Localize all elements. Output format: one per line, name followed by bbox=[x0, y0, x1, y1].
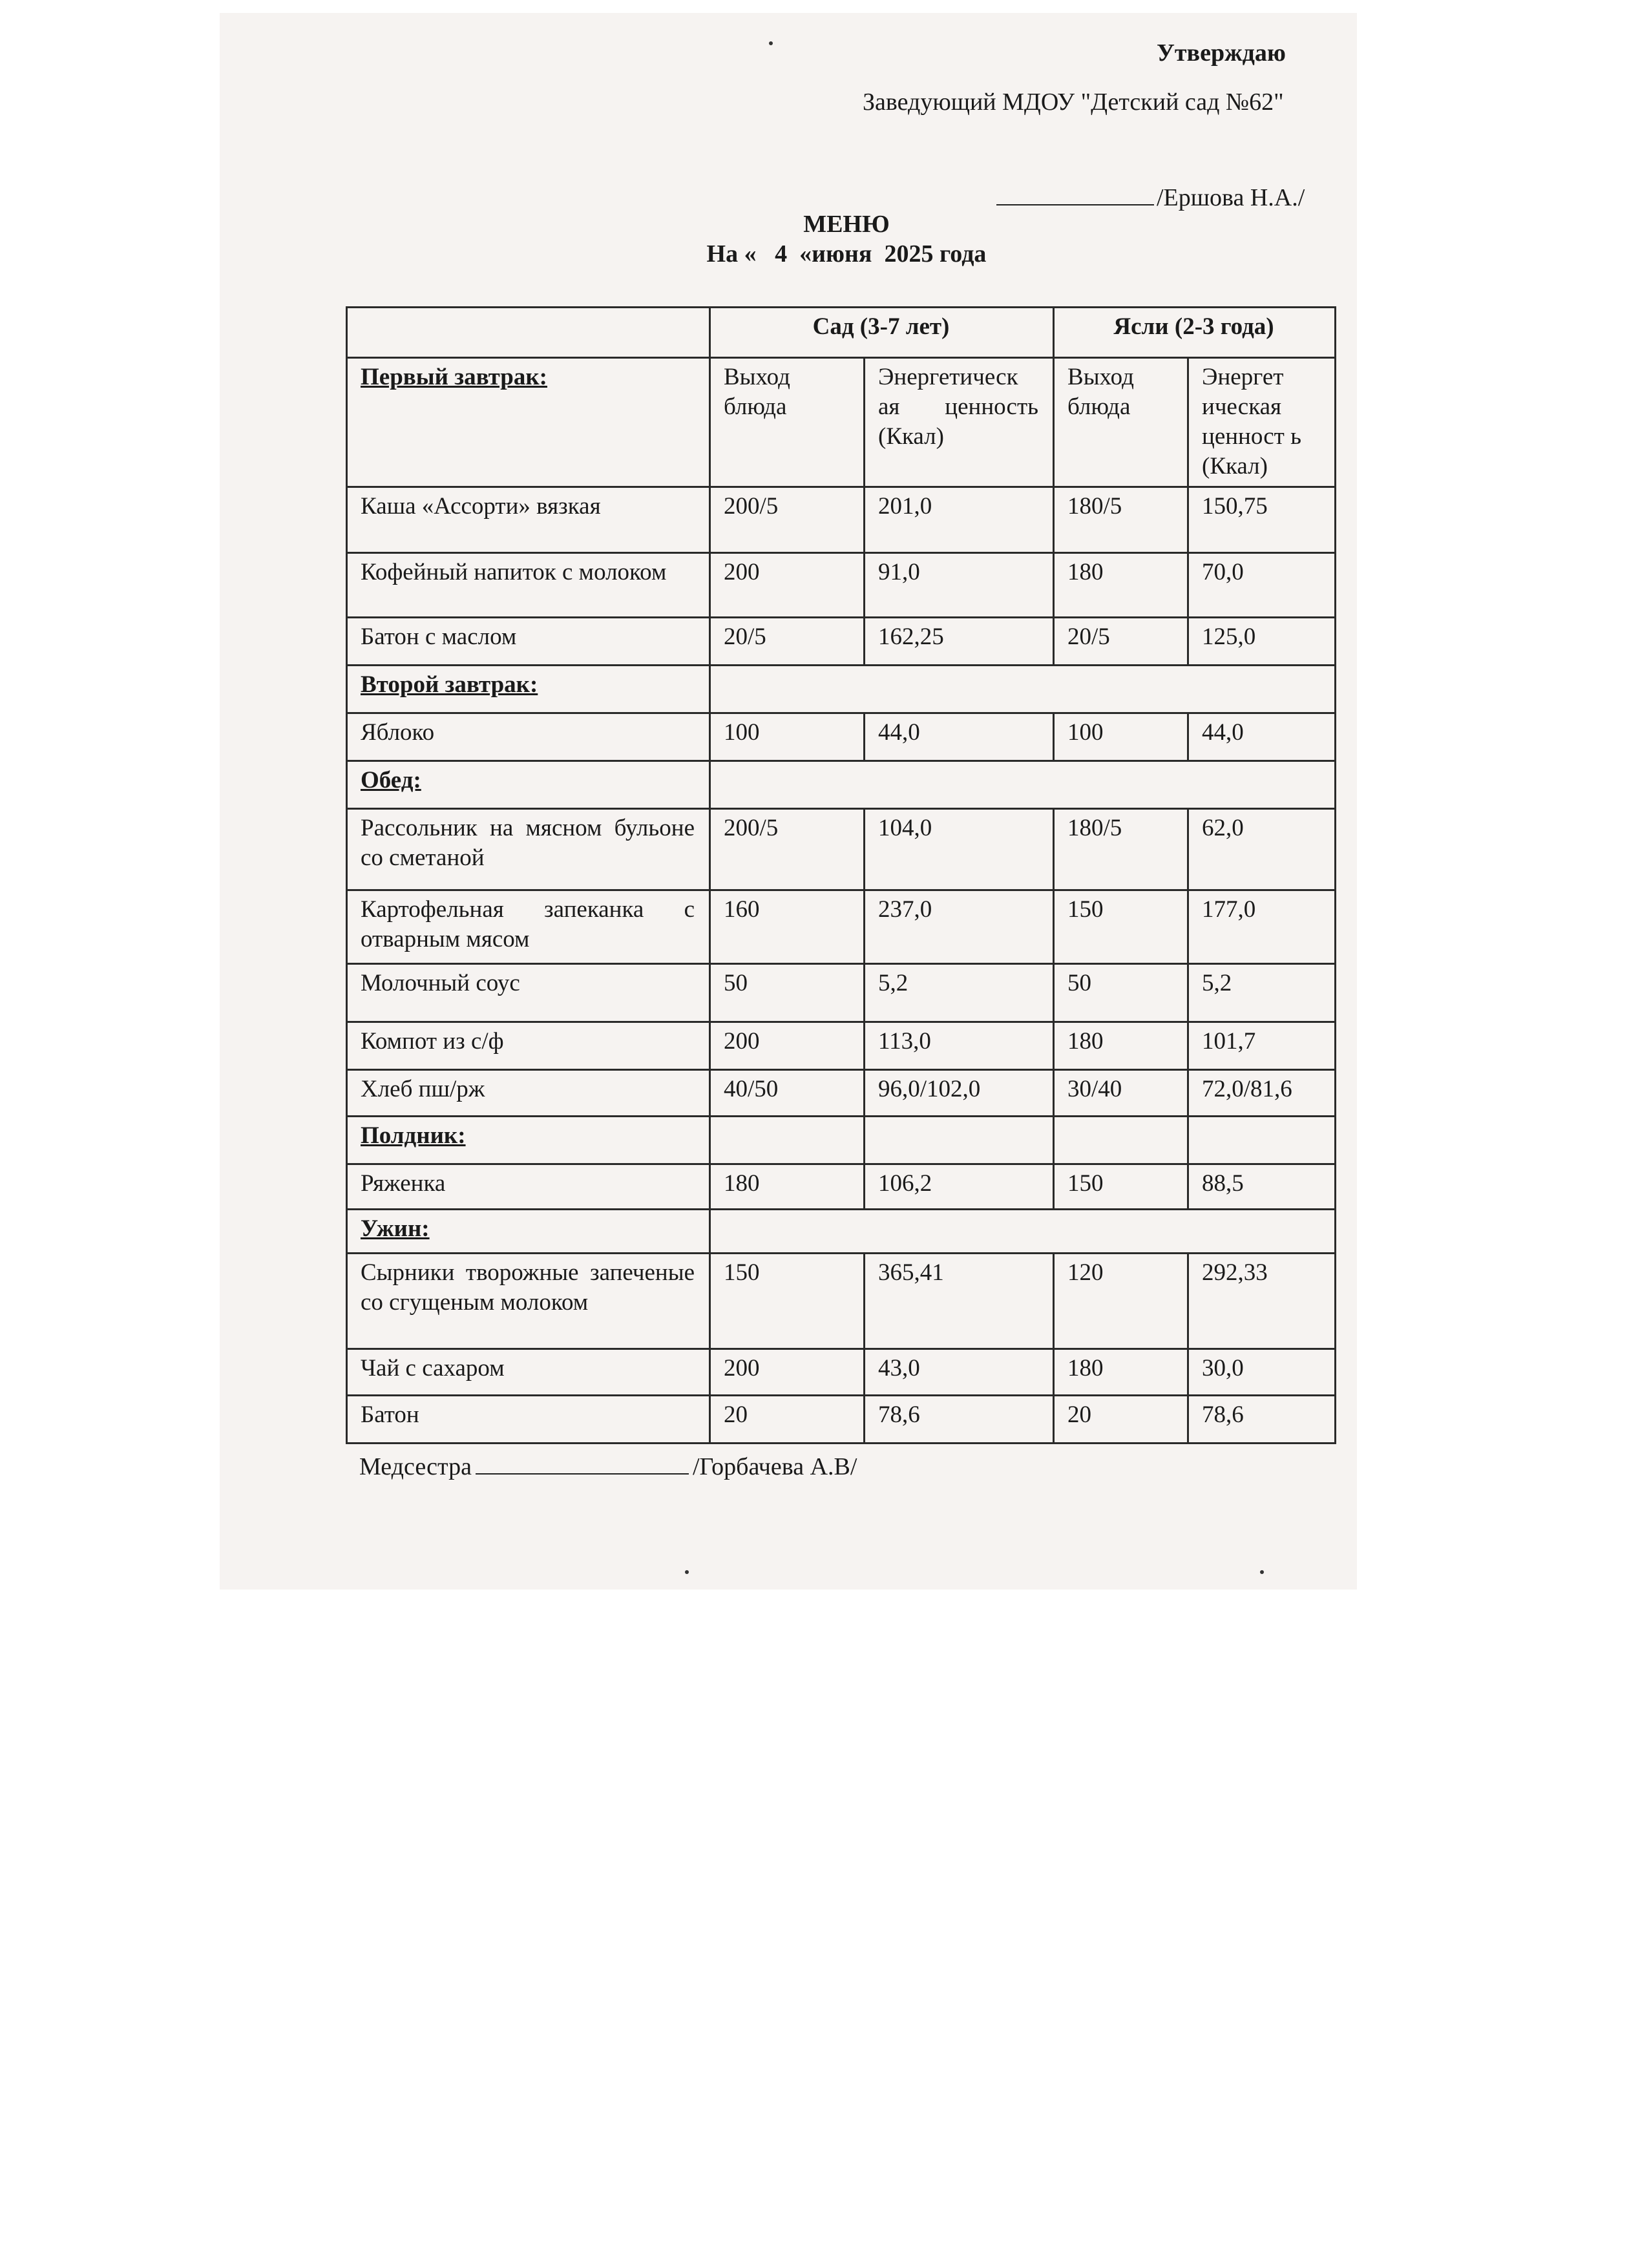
col-out-sad: Выход блюда bbox=[710, 358, 865, 487]
section-row bbox=[347, 666, 1336, 713]
out-sad: 20/5 bbox=[710, 618, 865, 666]
energy-sad: 78,6 bbox=[865, 1396, 1054, 1444]
table-header-columns bbox=[347, 358, 1336, 487]
energy-yasli: 292,33 bbox=[1188, 1254, 1336, 1349]
approve-role: Заведующий МДОУ "Детский сад №62" bbox=[863, 89, 1284, 116]
energy-sad: 106,2 bbox=[865, 1164, 1054, 1210]
empty-cell bbox=[1188, 1117, 1336, 1164]
table-row bbox=[347, 553, 1336, 618]
table-row bbox=[347, 713, 1336, 761]
dish-name: Яблоко bbox=[347, 713, 710, 761]
energy-sad: 162,25 bbox=[865, 618, 1054, 666]
empty-cell bbox=[1054, 1117, 1188, 1164]
out-yasli: 100 bbox=[1054, 713, 1188, 761]
footer-signature bbox=[359, 1453, 857, 1481]
out-sad: 50 bbox=[710, 964, 865, 1022]
out-yasli: 120 bbox=[1054, 1254, 1188, 1349]
empty-cell bbox=[710, 1117, 865, 1164]
group-sad: Сад (3-7 лет) bbox=[710, 308, 1054, 358]
empty-cell bbox=[710, 1210, 1336, 1254]
dish-name: Рассольник на мясном бульоне со сметаной bbox=[347, 809, 710, 890]
section-dinner: Ужин: bbox=[347, 1210, 710, 1254]
table-row bbox=[347, 1254, 1336, 1349]
dish-name: Хлеб пш/рж bbox=[347, 1070, 710, 1117]
out-yasli: 180 bbox=[1054, 1349, 1188, 1396]
footer-label: Медсестра bbox=[359, 1453, 472, 1480]
print-speck bbox=[685, 1570, 689, 1574]
empty-cell bbox=[710, 761, 1336, 809]
energy-yasli: 72,0/81,6 bbox=[1188, 1070, 1336, 1117]
out-sad: 20 bbox=[710, 1396, 865, 1444]
table-header-groups bbox=[347, 308, 1336, 358]
table-row bbox=[347, 809, 1336, 890]
dish-name: Сырники творожные запеченые со сгущеным молоком bbox=[347, 1254, 710, 1349]
out-sad: 100 bbox=[710, 713, 865, 761]
empty-cell bbox=[347, 308, 710, 358]
energy-yasli: 88,5 bbox=[1188, 1164, 1336, 1210]
out-yasli: 50 bbox=[1054, 964, 1188, 1022]
table-row bbox=[347, 1022, 1336, 1070]
approve-title: Утверждаю bbox=[1157, 39, 1286, 67]
energy-yasli: 62,0 bbox=[1188, 809, 1336, 890]
section-breakfast1: Первый завтрак: bbox=[347, 358, 710, 487]
section-row bbox=[347, 761, 1336, 809]
energy-sad: 201,0 bbox=[865, 487, 1054, 553]
table-row bbox=[347, 487, 1336, 553]
energy-sad: 44,0 bbox=[865, 713, 1054, 761]
out-sad: 200/5 bbox=[710, 809, 865, 890]
energy-sad: 365,41 bbox=[865, 1254, 1054, 1349]
table-row bbox=[347, 618, 1336, 666]
energy-yasli: 125,0 bbox=[1188, 618, 1336, 666]
table-row bbox=[347, 964, 1336, 1022]
dish-name: Батон с маслом bbox=[347, 618, 710, 666]
table-row bbox=[347, 1164, 1336, 1210]
out-sad: 200 bbox=[710, 1349, 865, 1396]
out-yasli: 180 bbox=[1054, 553, 1188, 618]
print-speck bbox=[769, 41, 773, 45]
out-yasli: 180 bbox=[1054, 1022, 1188, 1070]
table-row bbox=[347, 1396, 1336, 1444]
out-yasli: 20/5 bbox=[1054, 618, 1188, 666]
menu-heading: МЕНЮ bbox=[803, 211, 890, 238]
out-yasli: 30/40 bbox=[1054, 1070, 1188, 1117]
out-yasli: 180/5 bbox=[1054, 487, 1188, 553]
dish-name: Компот из с/ф bbox=[347, 1022, 710, 1070]
energy-sad: 96,0/102,0 bbox=[865, 1070, 1054, 1117]
approve-signature bbox=[996, 184, 1305, 212]
energy-sad: 43,0 bbox=[865, 1349, 1054, 1396]
signature-line bbox=[996, 204, 1154, 205]
energy-sad: 91,0 bbox=[865, 553, 1054, 618]
section-lunch: Обед: bbox=[347, 761, 710, 809]
energy-sad: 5,2 bbox=[865, 964, 1054, 1022]
dish-name: Кофейный напиток с молоком bbox=[347, 553, 710, 618]
group-yasli: Ясли (2-3 года) bbox=[1054, 308, 1336, 358]
menu-table bbox=[346, 306, 1336, 1444]
out-yasli: 20 bbox=[1054, 1396, 1188, 1444]
menu-date: На « 4 «июня 2025 года bbox=[706, 240, 987, 268]
energy-yasli: 177,0 bbox=[1188, 890, 1336, 964]
approve-name: /Ершова Н.А./ bbox=[1157, 184, 1305, 211]
dish-name: Молочный соус bbox=[347, 964, 710, 1022]
out-sad: 200 bbox=[710, 1022, 865, 1070]
energy-yasli: 5,2 bbox=[1188, 964, 1336, 1022]
out-sad: 40/50 bbox=[710, 1070, 865, 1117]
print-speck bbox=[1260, 1570, 1264, 1574]
dish-name: Батон bbox=[347, 1396, 710, 1444]
out-sad: 200 bbox=[710, 553, 865, 618]
table-row bbox=[347, 1349, 1336, 1396]
energy-yasli: 44,0 bbox=[1188, 713, 1336, 761]
menu-title bbox=[678, 209, 1014, 269]
out-sad: 200/5 bbox=[710, 487, 865, 553]
section-snack: Полдник: bbox=[347, 1117, 710, 1164]
energy-yasli: 101,7 bbox=[1188, 1022, 1336, 1070]
energy-yasli: 78,6 bbox=[1188, 1396, 1336, 1444]
energy-yasli: 30,0 bbox=[1188, 1349, 1336, 1396]
energy-yasli: 150,75 bbox=[1188, 487, 1336, 553]
empty-cell bbox=[710, 666, 1336, 713]
out-sad: 160 bbox=[710, 890, 865, 964]
energy-sad: 104,0 bbox=[865, 809, 1054, 890]
dish-name: Каша «Ассорти» вязкая bbox=[347, 487, 710, 553]
footer-name: /Горбачева А.В/ bbox=[692, 1453, 857, 1480]
energy-yasli: 70,0 bbox=[1188, 553, 1336, 618]
dish-name: Ряженка bbox=[347, 1164, 710, 1210]
section-row bbox=[347, 1117, 1336, 1164]
section-breakfast2: Второй завтрак: bbox=[347, 666, 710, 713]
col-out-yasli: Выход блюда bbox=[1054, 358, 1188, 487]
out-yasli: 150 bbox=[1054, 1164, 1188, 1210]
energy-sad: 237,0 bbox=[865, 890, 1054, 964]
out-yasli: 180/5 bbox=[1054, 809, 1188, 890]
table-row bbox=[347, 890, 1336, 964]
dish-name: Чай с сахаром bbox=[347, 1349, 710, 1396]
out-sad: 150 bbox=[710, 1254, 865, 1349]
empty-cell bbox=[865, 1117, 1054, 1164]
col-energy-sad: Энергетическ ая ценность (Ккал) bbox=[865, 358, 1054, 487]
col-energy-yasli: Энергет ическая ценност ь (Ккал) bbox=[1188, 358, 1336, 487]
section-row bbox=[347, 1210, 1336, 1254]
out-sad: 180 bbox=[710, 1164, 865, 1210]
energy-sad: 113,0 bbox=[865, 1022, 1054, 1070]
signature-line bbox=[476, 1473, 689, 1475]
table-row bbox=[347, 1070, 1336, 1117]
out-yasli: 150 bbox=[1054, 890, 1188, 964]
dish-name: Картофельная запеканка с отварным мясом bbox=[347, 890, 710, 964]
